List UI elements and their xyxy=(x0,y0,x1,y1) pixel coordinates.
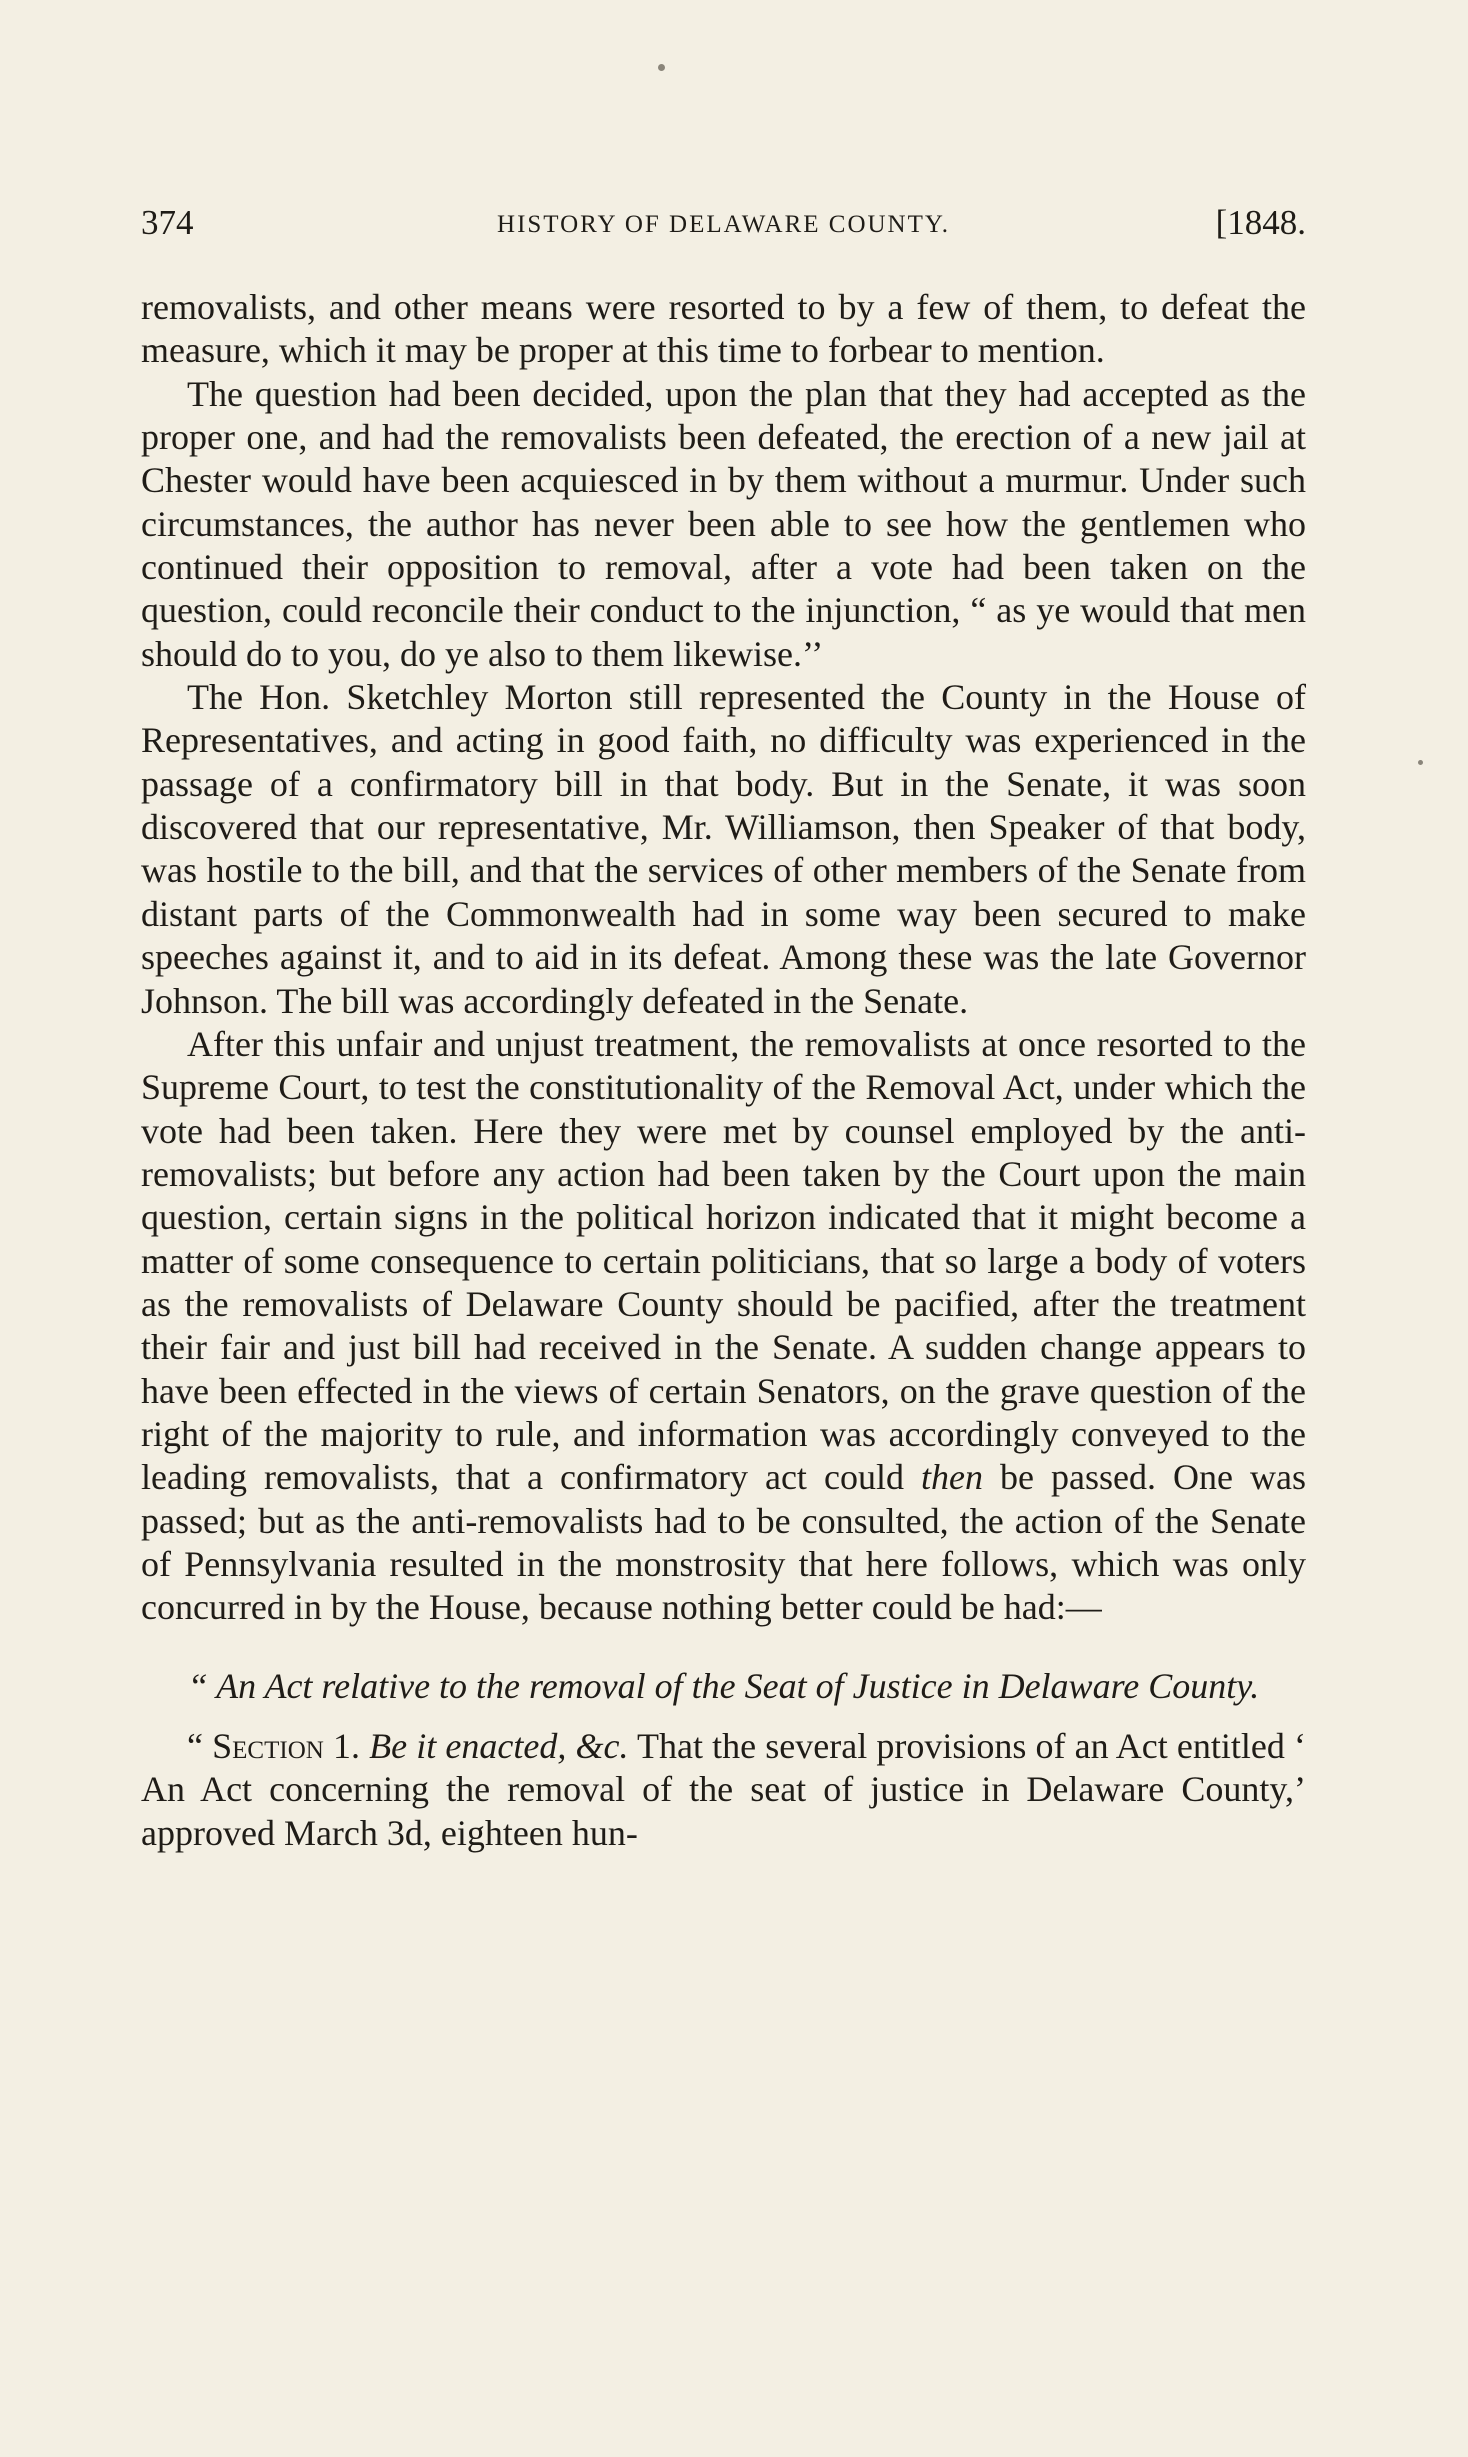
header-year: [1848. xyxy=(1215,203,1306,242)
body-text xyxy=(141,286,1306,1855)
paper-speck xyxy=(658,64,665,71)
paragraph-text: After this unfair and unjust treatment, the removalists at once resorted to the Supreme Court, to test the constitutionality of the Removal Act, under which the vote had been taken. Here they were met by counsel employed by the anti-removalists; but before any action had been taken by the Court upon the main question, certain signs in the political horizon indicated that it might become a matter of some consequence to certain politicians, that so large a body of voters as the removalists of Delaware County should be pacified, after the treatment their fair and just bill had received in the Senate. A sudden change appears to have been effected in the views of certain Senators, on the grave question of the right of the majority to rule, and information was accordingly conveyed to the leading removalists, that a confirmatory act could xyxy=(141,1023,1306,1498)
paragraph: The Hon. Sketchley Morton still represented the County in the House of Representatives, and acting in good faith, no difficulty was experienced in the passage of a confirmatory bill in that body. But in the Senate, it was soon discovered that our representative, Mr. Williamson, then Speaker of that body, was hostile to the bill, and that the services of other members of the Senate from distant parts of the Commonwealth had in some way been secured to make speeches against it, and to aid in its defeat. Among these was the late Governor Johnson. The bill was accordingly defeated in the Senate. xyxy=(141,677,1306,1021)
paragraph-text: be passed. One was passed; but as the anti-removalists had to be consulted, the action of the Senate of Pennsylvania resulted in the monstrosity that here follows, which was only concurred in by the House, because nothing better could be had:— xyxy=(141,1457,1307,1628)
running-title: HISTORY OF DELAWARE COUNTY. xyxy=(497,211,950,238)
page-number: 374 xyxy=(141,203,194,242)
section-text: That the several provisions of an Act entitled ‘ An Act concerning the removal of the seat of justice in Delaware County,’ approved March 3d, eighteen hun- xyxy=(141,1726,1307,1853)
paragraph: removalists, and other means were resorted to by a few of them, to defeat the measure, which it may be proper at this time to forbear to mention. xyxy=(141,287,1306,371)
section-label: Section 1. xyxy=(212,1726,360,1766)
act-section xyxy=(141,1725,1306,1855)
act-title: “ An Act relative to the removal of the Seat of Justice in Delaware County. xyxy=(187,1665,1260,1706)
paragraph: The question had been decided, upon the plan that they had accepted as the proper one, and had the removalists been defeated, the erection of a new jail at Chester would have been acquiesced in by them without a murmur. Under such circumstances, the author has never been able to see how the gentlemen who continued their opposition to removal, after a vote had been taken on the question, could reconcile their conduct to the injunction, “ as ye would that men should do to you, do ye also to them likewise.’’ xyxy=(141,373,1306,674)
running-header xyxy=(141,198,1306,248)
paper-speck xyxy=(1418,760,1423,765)
emphasis-text: then xyxy=(920,1457,983,1498)
open-quote: “ xyxy=(187,1726,203,1766)
paragraph xyxy=(141,1023,1306,1630)
enacting-clause: Be it enacted, &c. xyxy=(369,1726,629,1766)
